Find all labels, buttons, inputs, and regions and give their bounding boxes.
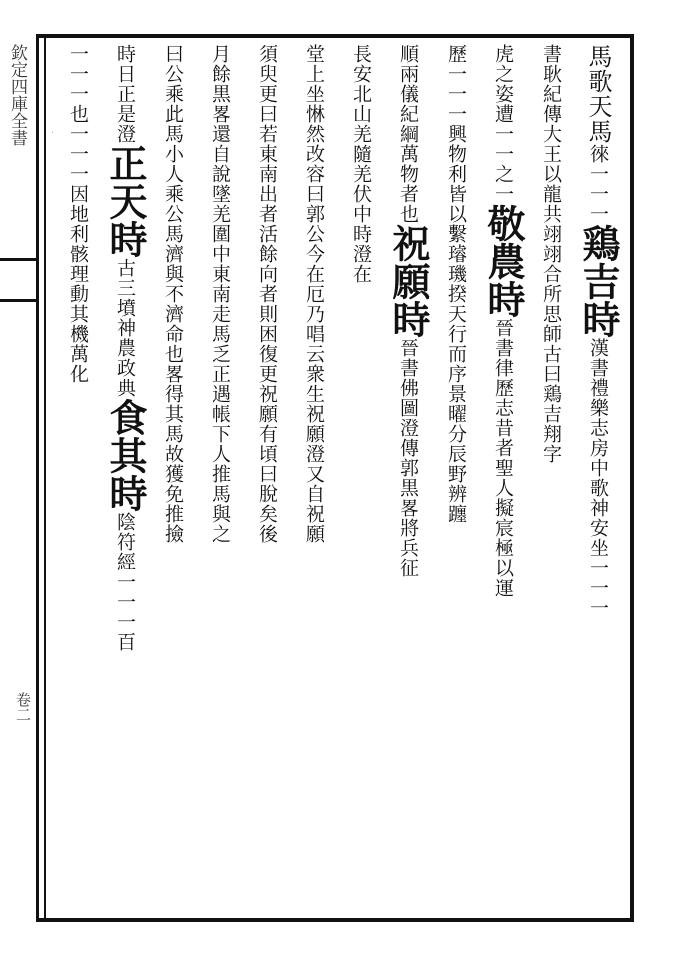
text-column <box>54 44 101 912</box>
text-column <box>196 44 243 912</box>
entry-text: 順兩儀紀綱萬物者也 <box>397 44 419 224</box>
entry-text: 徠一一一 <box>587 144 609 224</box>
text-column <box>384 44 432 912</box>
entry-text: 晉書佛圖澄傳郭黒畧將兵征 <box>397 338 419 578</box>
entry-text: 骸理動其機萬化 <box>67 244 89 384</box>
text-column <box>149 44 196 912</box>
text-column <box>243 44 290 912</box>
entry-text: 漢書禮樂志房中歌神安坐一一一 <box>587 338 609 618</box>
entry-text: 虎之姿遭一一之一 <box>492 44 514 204</box>
entry-text: 曰公乘此馬小人乘公馬濟與不濟命也畧得其馬故獲免推撿 <box>162 44 184 544</box>
entry-text: 陰符經一一一百 <box>114 512 136 652</box>
entry-heading: 鶏吉時 <box>576 224 621 338</box>
text-column <box>479 44 527 912</box>
entry-heading: 正天時 <box>103 144 148 258</box>
entry-heading: 敬農時 <box>481 204 526 318</box>
text-column <box>527 44 574 912</box>
frame-bottom-rule <box>36 918 634 922</box>
edge-volume-label: 卷二 <box>14 692 32 722</box>
text-column <box>52 44 54 912</box>
frame-right-rule <box>630 34 634 922</box>
entry-text: 須臾更曰若東南出者活餘向者則困復更祝願有頃曰脫矣後 <box>256 44 278 544</box>
entry-text: 時日正是澄 <box>114 44 136 144</box>
fish-tail-mark <box>0 258 38 302</box>
entry-text: 書耿紀傳大王以龍 <box>540 44 562 204</box>
entry-text: 晉書律歷志昔者聖人擬宸極以運 <box>492 318 514 598</box>
entry-text: 古三墳神農政典 <box>114 258 136 398</box>
frame-inner-rule <box>44 34 46 922</box>
entry-text: 共翊翊合所思師古曰鶏吉翔字 <box>540 204 562 464</box>
text-column <box>101 44 149 912</box>
frame-left-rule <box>36 34 39 922</box>
text-column <box>290 44 337 912</box>
page-edge-strip <box>0 44 34 912</box>
entry-text: 璿璣揆天行而序景曜分辰野辨躔 <box>445 244 467 524</box>
entry-heading: 食其時 <box>103 398 148 512</box>
entry-text: 月餘黒畧還自說墜羌圍中東南走馬乏正遇帳下人推馬與之 <box>209 44 231 544</box>
edge-title: 欽定四庫全書 <box>7 44 27 146</box>
entry-text: 堂上坐惏然改容曰郭公今在厄乃唱云衆生祝願澄又自祝願 <box>303 44 325 544</box>
text-column <box>432 44 479 912</box>
entry-text: 一一一也 <box>67 44 89 124</box>
text-column <box>337 44 384 912</box>
frame-top-rule <box>36 34 634 38</box>
entry-text: 一一一因地利 <box>67 124 89 244</box>
vertical-text-body <box>52 44 622 912</box>
text-column <box>574 44 622 912</box>
entry-heading <box>52 64 53 178</box>
entry-heading: 祝願時 <box>386 224 431 338</box>
entry-text: 長安北山羌隨羌伏中時澄在 <box>350 44 372 284</box>
entry-text: 馬歌天馬 <box>584 44 612 144</box>
entry-text: 歷一一一興物利皆以繫 <box>445 44 467 244</box>
